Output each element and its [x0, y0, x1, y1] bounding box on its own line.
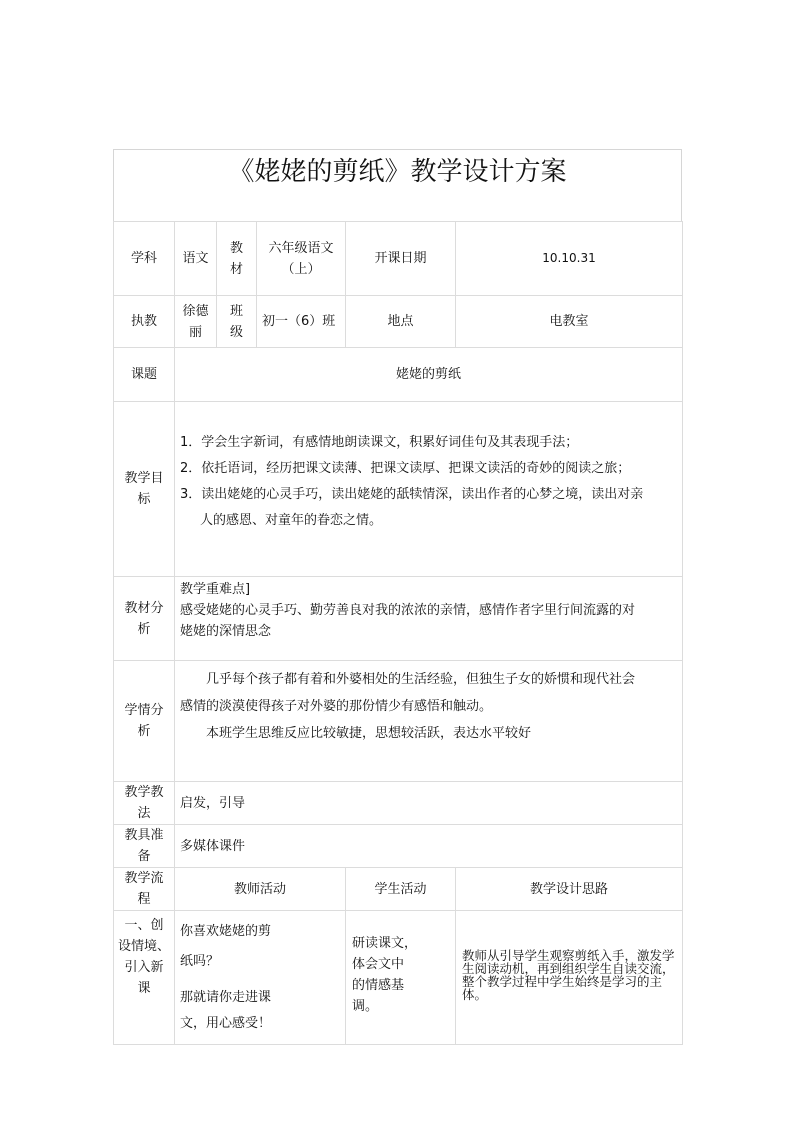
analysis-content: [175, 577, 683, 661]
teacher-label: 执教: [114, 296, 175, 348]
place-label: 地点: [346, 296, 456, 348]
subject-value: 语文: [175, 222, 217, 296]
flow-label: 教学流 程: [114, 868, 175, 911]
class-value: 初一（6）班: [257, 296, 346, 348]
goal-item: 1．学会生字新词，有感情地朗读课文，积累好词佳句及其表现手法；: [180, 435, 579, 450]
topic-label: 课题: [114, 348, 175, 402]
goal-item: 人的感恩、对童年的眷恋之情。: [200, 513, 383, 528]
student-para: 感情的淡漠使得孩子对外婆的那份情少有感悟和触动。: [180, 699, 493, 714]
flow-student-activity: 研读课文， 体会文中 的情感基 调。: [346, 911, 456, 1045]
lesson-plan-table: [113, 221, 683, 1045]
flow-student-header: 学生活动: [346, 868, 456, 911]
analysis-label: 教材分 析: [114, 577, 175, 661]
subject-label: 学科: [114, 222, 175, 296]
row-analysis: [114, 577, 683, 661]
lesson-plan-document: [113, 149, 682, 1045]
teacher-value: 徐德 丽: [175, 296, 217, 348]
row-subject: [114, 222, 683, 296]
flow-teacher-activity: 你喜欢姥姥的剪 纸吗？ 那就请你走进课 文，用心感受！: [175, 911, 346, 1045]
row-teacher: [114, 296, 683, 348]
goal-item: 3．读出姥姥的心灵手巧，读出姥姥的舐犊情深，读出作者的心梦之境，读出对亲: [180, 487, 644, 502]
method-value: 启发，引导: [175, 782, 683, 825]
analysis-line: 感受姥姥的心灵手巧、勤劳善良对我的浓浓的亲情，感情作者字里行间流露的对: [180, 603, 636, 618]
topic-value: 姥姥的剪纸: [175, 348, 683, 402]
goals-list: [175, 402, 683, 577]
row-student-analysis: [114, 661, 683, 782]
goals-label: 教学目 标: [114, 402, 175, 577]
title-box: [113, 149, 682, 221]
flow-design-idea: 教师从引导学生观察剪纸入手，激发学生阅读动机，再到组织学生自读交流，整个教学过程中学生始终是学习的主体。: [456, 911, 683, 1045]
analysis-heading: 教学重难点]: [180, 582, 251, 597]
place-value: 电教室: [456, 296, 683, 348]
student-analysis-content: [175, 661, 683, 782]
row-topic: [114, 348, 683, 402]
tools-label: 教具准 备: [114, 825, 175, 868]
goal-item: 2．依托语词，经历把课文读薄、把课文读厚、把课文读活的奇妙的阅读之旅；: [180, 461, 631, 476]
row-method: [114, 782, 683, 825]
material-label: 教 材: [217, 222, 257, 296]
date-label: 开课日期: [346, 222, 456, 296]
flow-step-label: 一、创 设情境、 引入新 课: [114, 911, 175, 1045]
row-flow-step: [114, 911, 683, 1045]
document-title: 《姥姥的剪纸》教学设计方案: [228, 157, 567, 187]
flow-teacher-header: 教师活动: [175, 868, 346, 911]
class-label: 班 级: [217, 296, 257, 348]
row-goals: [114, 402, 683, 577]
analysis-line: 姥姥的深情思念: [180, 624, 272, 639]
tools-value: 多媒体课件: [175, 825, 683, 868]
row-tools: [114, 825, 683, 868]
flow-design-header: 教学设计思路: [456, 868, 683, 911]
row-flow-header: [114, 868, 683, 911]
method-label: 教学教 法: [114, 782, 175, 825]
material-value: 六年级语文 （上）: [257, 222, 346, 296]
date-value: 10.10.31: [456, 222, 683, 296]
student-para: 几乎每个孩子都有着和外婆相处的生活经验，但独生子女的娇惯和现代社会: [206, 672, 636, 687]
student-analysis-label: 学情分 析: [114, 661, 175, 782]
student-para: 本班学生思维反应比较敏捷，思想较活跃，表达水平较好: [206, 726, 532, 741]
